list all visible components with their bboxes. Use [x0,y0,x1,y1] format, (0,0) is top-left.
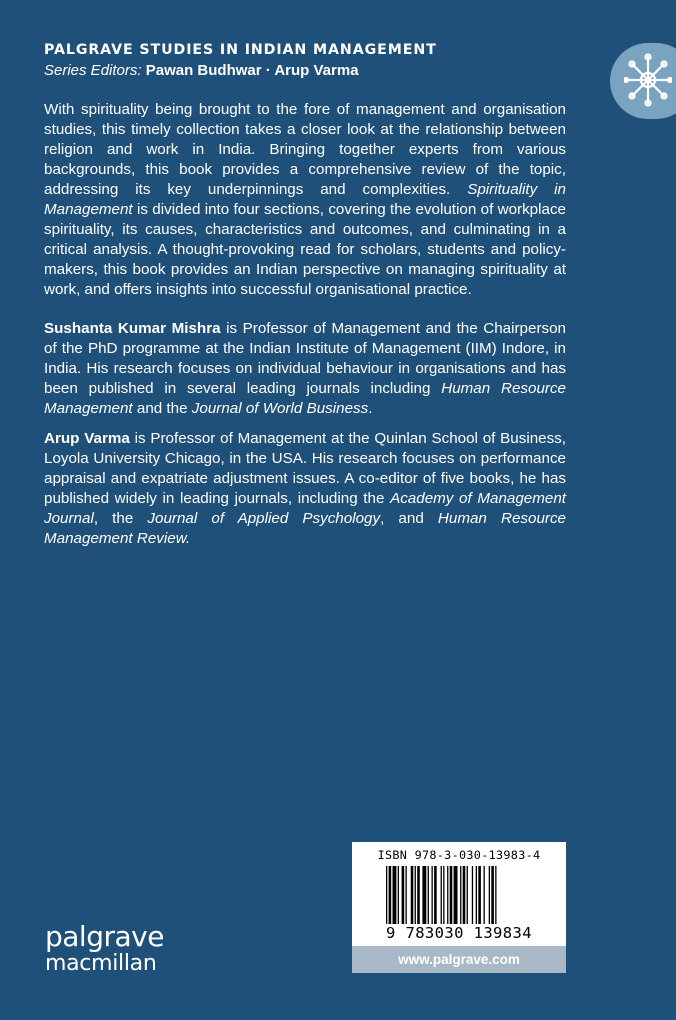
series-editors [44,60,484,81]
palgrave-macmillan-logo [45,922,164,976]
barcode-digits: 9 783030 139834 [386,924,532,942]
logo-line-macmillan: macmillan [45,951,157,976]
publisher-url-bar [352,946,566,973]
author1-text-b: and the [132,400,192,417]
author-bio-varma [44,429,566,549]
author1-journal1: Human Resource Management [44,380,566,417]
series-header [44,40,484,81]
network-seal-icon [624,53,672,107]
description-book-title: Spirituality in Management [44,181,566,218]
palgrave-seal-logo [610,43,676,119]
series-editors-names: Pawan Budhwar · Arup Varma [145,62,359,79]
author1-text-a: is Professor of Management and the Chairperson of the PhD programme at the Indian Institute of Management (IIM) Indore, in India. His research focuses on individual behaviour in organisations and has been published in several leading journals including [44,320,566,397]
series-editors-label: Series Editors: [44,62,142,79]
isbn-barcode [352,842,566,946]
author2-journal3: Human Resource Management Review. [44,510,566,547]
author-bio-mishra [44,319,566,419]
publisher-url: www.palgrave.com [398,952,520,967]
description-text-b: is divided into four sections, covering the evolution of workplace spirituality, its causes, characteristics and outcomes, and culminating in a critical analysis. A thought-provoking read for scholars, students and policy-makers, this book provides an Indian perspective on managing spirituality at work, and offers insights into successful organisational practice. [44,201,566,298]
logo-line-palgrave: palgrave [45,920,164,953]
author1-text-c: . [368,400,373,417]
author2-journal2: Journal of Applied Psychology [147,510,381,527]
author1-journal2: Journal of World Business [191,400,369,417]
author2-journal1: Academy of Management Journal [44,490,567,527]
series-title: PALGRAVE STUDIES IN INDIAN MANAGEMENT [44,42,437,58]
description-text-a: With spirituality being brought to the fore of management and organisation studies, this timely collection takes a closer look at the relationship between religion and work in India. Bringing together experts from various backgrounds, this book provides a comprehensive review of the topic, addressing its key underpinnings and complexities. [44,101,566,198]
author2-text-c: , and [380,510,438,527]
author1-name: Sushanta Kumar Mishra [44,320,221,337]
author2-text-b: , the [93,510,148,527]
book-description [44,100,566,300]
barcode-bars [386,866,536,924]
author2-text-a: is Professor of Management at the Quinlan School of Business, Loyola University Chicago, in the USA. His research focuses on performance appraisal and expatriate adjustment issues. A co-editor of five books, he has published widely in leading journals, including the [44,430,566,507]
author2-name: Arup Varma [44,430,130,447]
isbn-label: ISBN 978-3-030-13983-4 [377,848,541,862]
